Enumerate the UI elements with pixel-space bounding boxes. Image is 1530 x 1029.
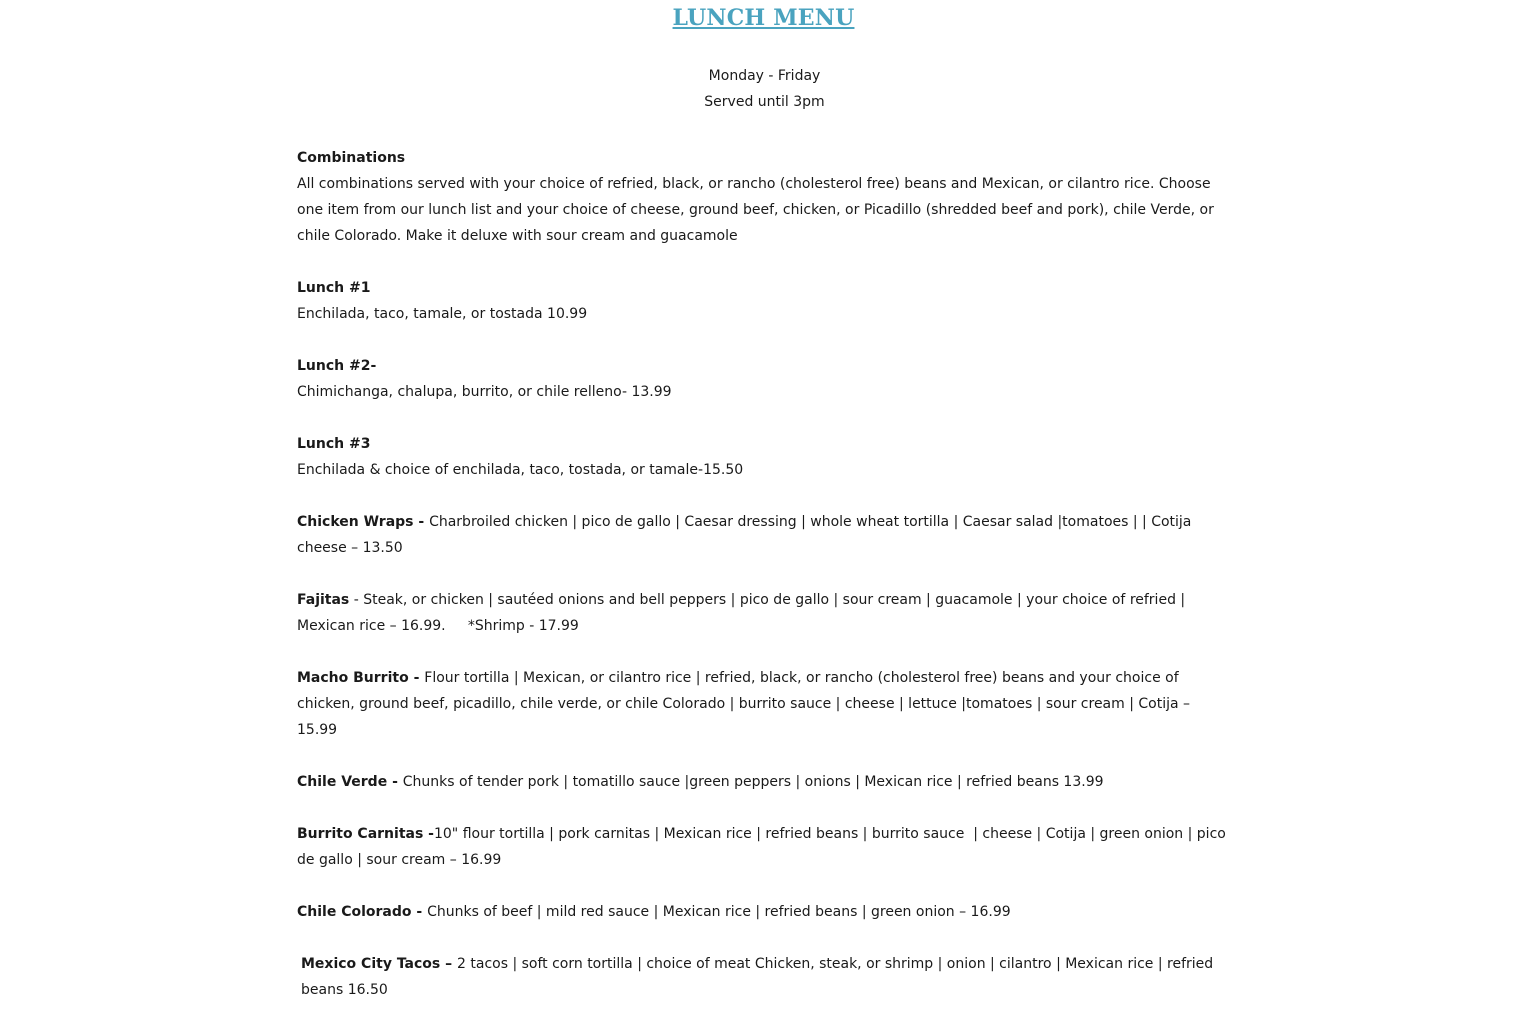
menu-item-lunch-3: [297, 431, 1232, 483]
menu-item-chicken-wraps: [297, 509, 1232, 561]
item-description: Charbroiled chicken | pico de gallo | Caesar dressing | whole wheat tortilla | Caesar salad |tomatoes | | Cotija cheese – 13.50: [297, 514, 1192, 556]
item-description: Flour tortilla | Mexican, or cilantro rice | refried, black, or rancho (cholesterol free) beans and your choice of chicken, ground beef, picadillo, chile verde, or chile Colorado | burrito sauce | cheese | lettuce |tomatoes | sour cream | Cotija – 15.99: [297, 670, 1191, 738]
item-heading: Chile Colorado -: [297, 904, 428, 920]
item-heading: Macho Burrito -: [297, 670, 425, 686]
item-description: Chunks of beef | mild red sauce | Mexican rice | refried beans | green onion – 16.99: [427, 904, 1011, 920]
item-description: Chimichanga, chalupa, burrito, or chile relleno- 13.99: [297, 384, 672, 400]
lunch-menu-page: [297, 0, 1232, 1029]
item-description: 2 tacos | soft corn tortilla | choice of meat Chicken, steak, or shrimp | onion | cilantro | Mexican rice | refried beans 16.50: [301, 956, 1214, 998]
section-heading: Combinations: [297, 150, 406, 166]
menu-item-lunch-1: [297, 275, 1232, 327]
item-description: Enchilada & choice of enchilada, taco, tostada, or tamale-15.50: [297, 462, 744, 478]
item-description: Chunks of tender pork | tomatillo sauce |green peppers | onions | Mexican rice | refried beans 13.99: [402, 774, 1104, 790]
item-heading: Lunch #3: [297, 436, 371, 452]
item-description: Enchilada, taco, tamale, or tostada 10.99: [297, 306, 588, 322]
menu-item-burrito-carnitas: [297, 821, 1232, 873]
item-heading: Mexico City Tacos –: [301, 956, 458, 972]
page-title: LUNCH MENU: [672, 5, 855, 31]
menu-item-lunch-2: [297, 353, 1232, 405]
menu-item-chile-colorado: [297, 899, 1232, 925]
hours-served-until: Served until 3pm: [704, 94, 825, 110]
menu-item-mexico-city-tacos: [297, 951, 1232, 1003]
item-heading: Chile Verde -: [297, 774, 403, 790]
section-description: All combinations served with your choice of refried, black, or rancho (cholesterol free) beans and Mexican, or cilantro rice. Choose one item from our lunch list and your choice of cheese, ground beef, chicken, or Picadillo (shredded beef and pork), chile Verde, or chile Colorado. Make it deluxe with sour cream and guacamole: [297, 176, 1214, 244]
item-heading: Lunch #1: [297, 280, 371, 296]
item-heading: Burrito Carnitas -: [297, 826, 434, 842]
item-heading: Fajitas: [297, 592, 350, 608]
menu-content: [297, 145, 1232, 1003]
service-hours: [297, 63, 1232, 115]
menu-item-chile-verde: [297, 769, 1232, 795]
menu-item-macho-burrito: [297, 665, 1232, 743]
item-description: 10" flour tortilla | pork carnitas | Mexican rice | refried beans | burrito sauce | cheese | Cotija | green onion | pico de gallo | sour cream – 16.99: [297, 826, 1231, 868]
menu-section-combinations: [297, 145, 1232, 249]
menu-item-fajitas: [297, 587, 1232, 639]
item-description: - Steak, or chicken | sautéed onions and bell peppers | pico de gallo | sour cream | guacamole | your choice of refried | Mexican rice – 16.99. *Shrimp - 17.99: [297, 592, 1190, 634]
item-heading: Chicken Wraps -: [297, 514, 430, 530]
hours-days: Monday - Friday: [708, 68, 821, 84]
item-heading: Lunch #2-: [297, 358, 377, 374]
